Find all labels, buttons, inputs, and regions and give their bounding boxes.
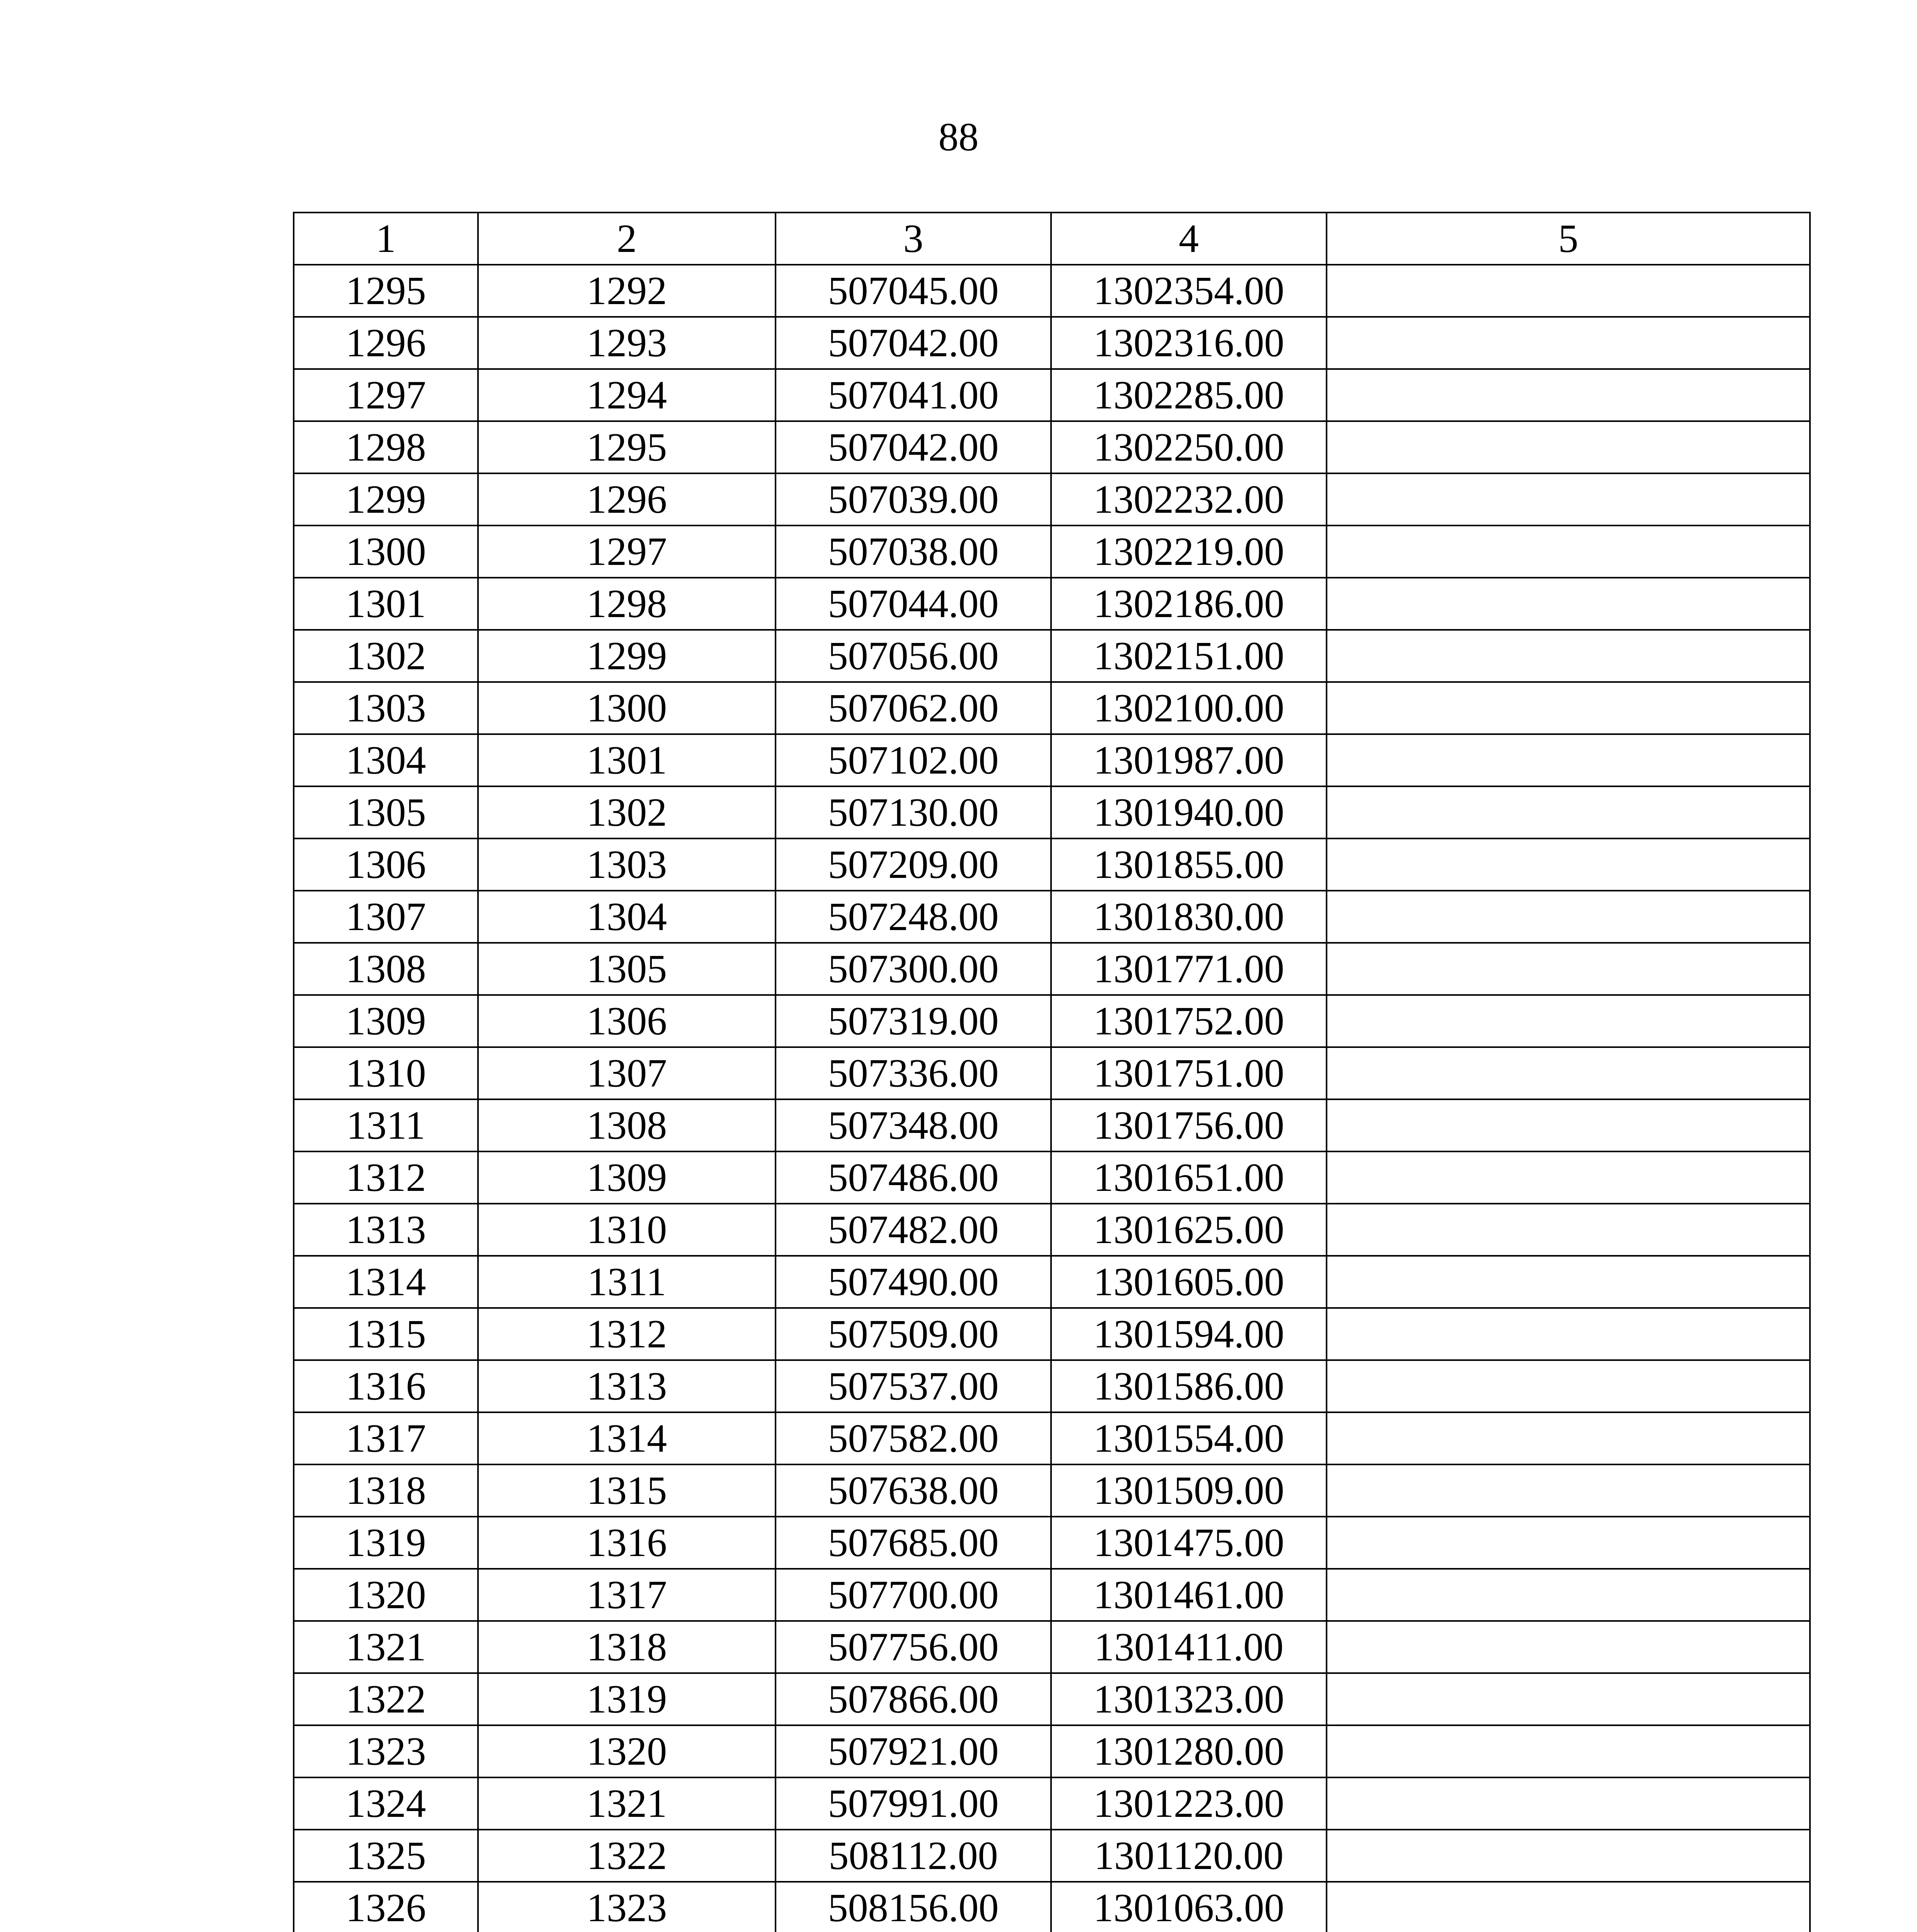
table-cell-col2: 1306 [478, 995, 776, 1047]
table-cell-col4: 1302250.00 [1051, 421, 1327, 473]
table-row [294, 838, 1810, 891]
table-row [294, 1308, 1810, 1360]
table-cell-col5 [1327, 1099, 1810, 1151]
table-cell-col2: 1299 [478, 630, 776, 682]
table-row [294, 369, 1810, 421]
table-cell-col4: 1301223.00 [1051, 1777, 1327, 1830]
table-cell-col4: 1301594.00 [1051, 1308, 1327, 1360]
table-cell-col3: 507300.00 [776, 943, 1051, 995]
header-cell-col1: 1 [294, 213, 478, 265]
table-cell-col3: 507336.00 [776, 1047, 1051, 1099]
table-cell-col5 [1327, 421, 1810, 473]
table-cell-col4: 1301605.00 [1051, 1256, 1327, 1308]
table-row [294, 526, 1810, 578]
page-number: 88 [938, 115, 979, 159]
table-cell-col3: 507102.00 [776, 734, 1051, 786]
table-row [294, 891, 1810, 943]
table-row [294, 473, 1810, 526]
table-cell-col5 [1327, 1308, 1810, 1360]
table-cell-col4: 1302186.00 [1051, 578, 1327, 630]
table-row [294, 786, 1810, 838]
table-cell-col5 [1327, 682, 1810, 734]
table-cell-col2: 1318 [478, 1621, 776, 1673]
table-cell-col3: 507209.00 [776, 838, 1051, 891]
table-cell-col2: 1307 [478, 1047, 776, 1099]
table-cell-col2: 1295 [478, 421, 776, 473]
table-row [294, 1621, 1810, 1673]
table-cell-col1: 1323 [294, 1725, 478, 1777]
table-row [294, 1360, 1810, 1412]
table-cell-col5 [1327, 630, 1810, 682]
table-cell-col1: 1304 [294, 734, 478, 786]
table-cell-col5 [1327, 995, 1810, 1047]
table-cell-col2: 1294 [478, 369, 776, 421]
table-cell-col1: 1316 [294, 1360, 478, 1412]
table-cell-col4: 1301987.00 [1051, 734, 1327, 786]
table-cell-col1: 1306 [294, 838, 478, 891]
table-cell-col3: 507248.00 [776, 891, 1051, 943]
table-cell-col5 [1327, 1360, 1810, 1412]
table-cell-col1: 1303 [294, 682, 478, 734]
table-row [294, 943, 1810, 995]
table-row [294, 1464, 1810, 1517]
table-cell-col3: 507044.00 [776, 578, 1051, 630]
table-cell-col2: 1308 [478, 1099, 776, 1151]
table-cell-col1: 1325 [294, 1830, 478, 1882]
table-cell-col5 [1327, 317, 1810, 369]
table-cell-col4: 1301120.00 [1051, 1830, 1327, 1882]
table-cell-col3: 507756.00 [776, 1621, 1051, 1673]
table-row [294, 421, 1810, 473]
table-cell-col4: 1301830.00 [1051, 891, 1327, 943]
table-row [294, 1412, 1810, 1464]
table-cell-col1: 1300 [294, 526, 478, 578]
table-cell-col4: 1301586.00 [1051, 1360, 1327, 1412]
table-cell-col2: 1310 [478, 1204, 776, 1256]
table-cell-col4: 1301756.00 [1051, 1099, 1327, 1151]
table-cell-col4: 1301063.00 [1051, 1882, 1327, 1932]
table-cell-col3: 507348.00 [776, 1099, 1051, 1151]
table-cell-col5 [1327, 369, 1810, 421]
table-cell-col2: 1292 [478, 265, 776, 317]
table-cell-col2: 1323 [478, 1882, 776, 1932]
table-cell-col2: 1297 [478, 526, 776, 578]
table-row [294, 1204, 1810, 1256]
table-cell-col3: 507866.00 [776, 1673, 1051, 1725]
table-row [294, 1777, 1810, 1830]
header-row [294, 213, 1810, 265]
table-cell-col3: 507509.00 [776, 1308, 1051, 1360]
table-cell-col3: 508156.00 [776, 1882, 1051, 1932]
table-cell-col5 [1327, 1569, 1810, 1621]
header-cell-col3: 3 [776, 213, 1051, 265]
table-cell-col3: 507039.00 [776, 473, 1051, 526]
table-cell-col1: 1315 [294, 1308, 478, 1360]
table-cell-col2: 1315 [478, 1464, 776, 1517]
table-cell-col5 [1327, 1412, 1810, 1464]
table-cell-col4: 1302285.00 [1051, 369, 1327, 421]
table-cell-col1: 1305 [294, 786, 478, 838]
table-cell-col1: 1308 [294, 943, 478, 995]
table-row [294, 265, 1810, 317]
table-cell-col4: 1301411.00 [1051, 1621, 1327, 1673]
table-cell-col5 [1327, 1621, 1810, 1673]
table-cell-col5 [1327, 1725, 1810, 1777]
table-cell-col4: 1301940.00 [1051, 786, 1327, 838]
table-cell-col1: 1321 [294, 1621, 478, 1673]
table-cell-col2: 1300 [478, 682, 776, 734]
table-row [294, 1256, 1810, 1308]
table-cell-col5 [1327, 578, 1810, 630]
table-cell-col1: 1296 [294, 317, 478, 369]
table-cell-col2: 1313 [478, 1360, 776, 1412]
table-cell-col5 [1327, 1830, 1810, 1882]
table-cell-col1: 1309 [294, 995, 478, 1047]
table-cell-col1: 1302 [294, 630, 478, 682]
table-header [294, 213, 1810, 265]
table-cell-col4: 1302100.00 [1051, 682, 1327, 734]
table-cell-col4: 1301461.00 [1051, 1569, 1327, 1621]
table-cell-col1: 1295 [294, 265, 478, 317]
table-cell-col1: 1313 [294, 1204, 478, 1256]
table-row [294, 734, 1810, 786]
table-row [294, 1830, 1810, 1882]
table-cell-col2: 1320 [478, 1725, 776, 1777]
table-cell-col4: 1302316.00 [1051, 317, 1327, 369]
table-cell-col3: 507490.00 [776, 1256, 1051, 1308]
table-row [294, 1047, 1810, 1099]
table-cell-col3: 507537.00 [776, 1360, 1051, 1412]
table-cell-col5 [1327, 1673, 1810, 1725]
table-cell-col2: 1321 [478, 1777, 776, 1830]
header-cell-col5: 5 [1327, 213, 1810, 265]
table-row [294, 1882, 1810, 1932]
table-row [294, 578, 1810, 630]
coordinates-table [293, 212, 1811, 1932]
table-cell-col2: 1302 [478, 786, 776, 838]
table-cell-col4: 1302151.00 [1051, 630, 1327, 682]
table-cell-col4: 1302232.00 [1051, 473, 1327, 526]
table-row [294, 1151, 1810, 1204]
table-cell-col3: 507638.00 [776, 1464, 1051, 1517]
table-cell-col2: 1298 [478, 578, 776, 630]
table-cell-col5 [1327, 1882, 1810, 1932]
table-cell-col5 [1327, 786, 1810, 838]
table-cell-col2: 1301 [478, 734, 776, 786]
table-cell-col4: 1301509.00 [1051, 1464, 1327, 1517]
table-cell-col4: 1302219.00 [1051, 526, 1327, 578]
table-cell-col4: 1301855.00 [1051, 838, 1327, 891]
table-cell-col1: 1298 [294, 421, 478, 473]
table-cell-col5 [1327, 1517, 1810, 1569]
table-row [294, 1725, 1810, 1777]
table-row [294, 682, 1810, 734]
table-cell-col4: 1302354.00 [1051, 265, 1327, 317]
table-cell-col3: 507062.00 [776, 682, 1051, 734]
table-cell-col2: 1303 [478, 838, 776, 891]
table-cell-col2: 1316 [478, 1517, 776, 1569]
table-cell-col3: 508112.00 [776, 1830, 1051, 1882]
table-cell-col1: 1322 [294, 1673, 478, 1725]
table-row [294, 1517, 1810, 1569]
table-cell-col1: 1299 [294, 473, 478, 526]
table-cell-col1: 1317 [294, 1412, 478, 1464]
table-row [294, 1673, 1810, 1725]
table-cell-col4: 1301323.00 [1051, 1673, 1327, 1725]
table-cell-col4: 1301625.00 [1051, 1204, 1327, 1256]
table-cell-col2: 1296 [478, 473, 776, 526]
table-cell-col5 [1327, 1204, 1810, 1256]
table-row [294, 1099, 1810, 1151]
table-cell-col3: 507041.00 [776, 369, 1051, 421]
table-cell-col1: 1324 [294, 1777, 478, 1830]
table-cell-col5 [1327, 734, 1810, 786]
table-cell-col4: 1301651.00 [1051, 1151, 1327, 1204]
table-cell-col5 [1327, 1464, 1810, 1517]
table-cell-col2: 1309 [478, 1151, 776, 1204]
table-cell-col3: 507921.00 [776, 1725, 1051, 1777]
table-cell-col1: 1319 [294, 1517, 478, 1569]
table-cell-col3: 507319.00 [776, 995, 1051, 1047]
table-cell-col3: 507991.00 [776, 1777, 1051, 1830]
table-row [294, 995, 1810, 1047]
table-cell-col3: 507486.00 [776, 1151, 1051, 1204]
table-cell-col1: 1301 [294, 578, 478, 630]
table-cell-col1: 1314 [294, 1256, 478, 1308]
table-row [294, 317, 1810, 369]
table-row [294, 1569, 1810, 1621]
table-cell-col2: 1311 [478, 1256, 776, 1308]
table-cell-col5 [1327, 473, 1810, 526]
table-cell-col3: 507045.00 [776, 265, 1051, 317]
table-cell-col3: 507056.00 [776, 630, 1051, 682]
table-cell-col5 [1327, 838, 1810, 891]
table-cell-col5 [1327, 265, 1810, 317]
table-cell-col2: 1314 [478, 1412, 776, 1464]
table-cell-col3: 507685.00 [776, 1517, 1051, 1569]
table-cell-col3: 507482.00 [776, 1204, 1051, 1256]
table-cell-col5 [1327, 943, 1810, 995]
table-cell-col1: 1297 [294, 369, 478, 421]
table-cell-col4: 1301752.00 [1051, 995, 1327, 1047]
table-cell-col1: 1320 [294, 1569, 478, 1621]
table-cell-col2: 1305 [478, 943, 776, 995]
table-cell-col4: 1301280.00 [1051, 1725, 1327, 1777]
table-cell-col1: 1312 [294, 1151, 478, 1204]
table-cell-col5 [1327, 891, 1810, 943]
table-cell-col4: 1301554.00 [1051, 1412, 1327, 1464]
table-cell-col3: 507130.00 [776, 786, 1051, 838]
table-cell-col3: 507700.00 [776, 1569, 1051, 1621]
header-cell-col4: 4 [1051, 213, 1327, 265]
table-cell-col2: 1322 [478, 1830, 776, 1882]
table-body [294, 265, 1810, 1932]
table-cell-col3: 507042.00 [776, 317, 1051, 369]
table-cell-col2: 1293 [478, 317, 776, 369]
table-cell-col4: 1301475.00 [1051, 1517, 1327, 1569]
table-cell-col3: 507038.00 [776, 526, 1051, 578]
table-cell-col2: 1304 [478, 891, 776, 943]
table-cell-col1: 1310 [294, 1047, 478, 1099]
table-cell-col5 [1327, 1151, 1810, 1204]
table-cell-col5 [1327, 526, 1810, 578]
table-cell-col1: 1311 [294, 1099, 478, 1151]
table-cell-col3: 507042.00 [776, 421, 1051, 473]
table-cell-col2: 1319 [478, 1673, 776, 1725]
table-cell-col5 [1327, 1777, 1810, 1830]
table-cell-col4: 1301771.00 [1051, 943, 1327, 995]
table-cell-col5 [1327, 1047, 1810, 1099]
header-cell-col2: 2 [478, 213, 776, 265]
table-row [294, 630, 1810, 682]
table-cell-col1: 1318 [294, 1464, 478, 1517]
table-cell-col2: 1317 [478, 1569, 776, 1621]
table-cell-col4: 1301751.00 [1051, 1047, 1327, 1099]
table-cell-col5 [1327, 1256, 1810, 1308]
table-cell-col1: 1307 [294, 891, 478, 943]
table-cell-col3: 507582.00 [776, 1412, 1051, 1464]
table-cell-col1: 1326 [294, 1882, 478, 1932]
table-cell-col2: 1312 [478, 1308, 776, 1360]
